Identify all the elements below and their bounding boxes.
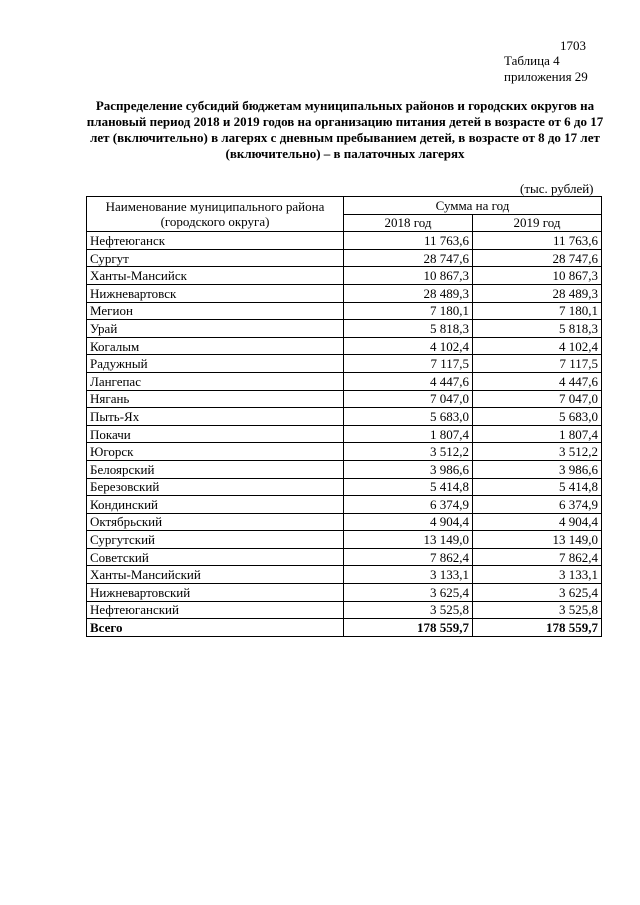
municipality-name-cell: Всего — [87, 619, 344, 637]
table-row — [87, 355, 602, 373]
municipality-name-cell: Радужный — [87, 355, 344, 373]
value-2019-cell: 7 862,4 — [473, 548, 602, 566]
value-2019-cell: 13 149,0 — [473, 531, 602, 549]
table-row — [87, 390, 602, 408]
municipality-name-cell: Кондинский — [87, 496, 344, 514]
value-2019-cell: 178 559,7 — [473, 619, 602, 637]
value-2018-cell: 13 149,0 — [344, 531, 473, 549]
value-2018-cell: 3 625,4 — [344, 584, 473, 602]
table-row — [87, 496, 602, 514]
value-2019-cell: 7 180,1 — [473, 302, 602, 320]
table-reference — [504, 53, 588, 85]
year-2018-header: 2018 год — [344, 214, 473, 232]
municipality-name-cell: Когалым — [87, 337, 344, 355]
table-row — [87, 513, 602, 531]
total-row — [87, 619, 602, 637]
value-2019-cell: 5 414,8 — [473, 478, 602, 496]
table-header-row — [87, 197, 602, 215]
value-2018-cell: 3 525,8 — [344, 601, 473, 619]
table-row — [87, 320, 602, 338]
value-2019-cell: 4 447,6 — [473, 372, 602, 390]
value-2018-cell: 3 512,2 — [344, 443, 473, 461]
table-row — [87, 531, 602, 549]
table-row — [87, 267, 602, 285]
table-row — [87, 548, 602, 566]
value-2018-cell: 11 763,6 — [344, 232, 473, 250]
value-2019-cell: 4 904,4 — [473, 513, 602, 531]
table-row — [87, 478, 602, 496]
value-2018-cell: 5 683,0 — [344, 408, 473, 426]
value-2019-cell: 1 807,4 — [473, 425, 602, 443]
table-row — [87, 249, 602, 267]
municipality-name-cell: Югорск — [87, 443, 344, 461]
municipality-header-line-1: Наименование муниципального района — [105, 199, 325, 215]
value-2019-cell: 7 117,5 — [473, 355, 602, 373]
table-row — [87, 460, 602, 478]
table-row — [87, 302, 602, 320]
sum-column-header: Сумма на год — [344, 197, 602, 215]
value-2019-cell: 5 818,3 — [473, 320, 602, 338]
table-row — [87, 284, 602, 302]
units-label: (тыс. рублей) — [520, 181, 594, 196]
value-2018-cell: 7 180,1 — [344, 302, 473, 320]
municipality-name-cell: Октябрьский — [87, 513, 344, 531]
table-row — [87, 584, 602, 602]
value-2018-cell: 6 374,9 — [344, 496, 473, 514]
value-2019-cell: 3 512,2 — [473, 443, 602, 461]
value-2019-cell: 4 102,4 — [473, 337, 602, 355]
municipality-name-cell: Пыть-Ях — [87, 408, 344, 426]
municipality-name-cell: Нижневартовск — [87, 284, 344, 302]
value-2018-cell: 10 867,3 — [344, 267, 473, 285]
value-2019-cell: 10 867,3 — [473, 267, 602, 285]
municipality-name-cell: Нижневартовский — [87, 584, 344, 602]
municipality-name-cell: Советский — [87, 548, 344, 566]
municipality-name-cell: Покачи — [87, 425, 344, 443]
value-2018-cell: 3 986,6 — [344, 460, 473, 478]
value-2019-cell: 3 525,8 — [473, 601, 602, 619]
value-2018-cell: 3 133,1 — [344, 566, 473, 584]
page-number: 1703 — [560, 38, 586, 53]
appendix-ref-label: приложения 29 — [504, 69, 588, 84]
table-row — [87, 232, 602, 250]
value-2018-cell: 178 559,7 — [344, 619, 473, 637]
value-2019-cell: 11 763,6 — [473, 232, 602, 250]
value-2018-cell: 28 489,3 — [344, 284, 473, 302]
table-ref-label: Таблица 4 — [504, 53, 560, 68]
municipality-name-cell: Нефтеюганский — [87, 601, 344, 619]
value-2018-cell: 7 117,5 — [344, 355, 473, 373]
table-body — [87, 232, 602, 637]
value-2018-cell: 28 747,6 — [344, 249, 473, 267]
value-2018-cell: 7 047,0 — [344, 390, 473, 408]
value-2019-cell: 6 374,9 — [473, 496, 602, 514]
municipality-name-cell: Белоярский — [87, 460, 344, 478]
municipality-name-cell: Нягань — [87, 390, 344, 408]
value-2019-cell: 3 986,6 — [473, 460, 602, 478]
municipality-name-cell: Сургут — [87, 249, 344, 267]
year-2019-header: 2019 год — [473, 214, 602, 232]
value-2018-cell: 5 818,3 — [344, 320, 473, 338]
municipality-name-cell: Березовский — [87, 478, 344, 496]
value-2019-cell: 3 133,1 — [473, 566, 602, 584]
value-2018-cell: 1 807,4 — [344, 425, 473, 443]
table-row — [87, 337, 602, 355]
value-2018-cell: 4 904,4 — [344, 513, 473, 531]
value-2018-cell: 4 102,4 — [344, 337, 473, 355]
table-row — [87, 408, 602, 426]
municipality-header-line-2: (городского округа) — [160, 214, 270, 230]
value-2019-cell: 3 625,4 — [473, 584, 602, 602]
table-row — [87, 443, 602, 461]
value-2019-cell: 28 489,3 — [473, 284, 602, 302]
municipality-name-cell: Сургутский — [87, 531, 344, 549]
municipality-name-cell: Ханты-Мансийск — [87, 267, 344, 285]
subsidy-table — [86, 196, 602, 637]
value-2019-cell: 5 683,0 — [473, 408, 602, 426]
value-2019-cell: 7 047,0 — [473, 390, 602, 408]
value-2019-cell: 28 747,6 — [473, 249, 602, 267]
document-title: Распределение субсидий бюджетам муниципальных районов и городских округов на плановый период 2018 и 2019 годов на организацию питания детей в возрасте от 6 до 17 лет (включительно) в лагерях с дневным пребыванием детей, в возрасте от 8 до 17 лет (включительно) – в палаточных лагерях — [86, 98, 604, 161]
municipality-name-cell: Нефтеюганск — [87, 232, 344, 250]
municipality-column-header — [87, 197, 344, 232]
municipality-name-cell: Мегион — [87, 302, 344, 320]
table-row — [87, 372, 602, 390]
value-2018-cell: 4 447,6 — [344, 372, 473, 390]
value-2018-cell: 5 414,8 — [344, 478, 473, 496]
value-2018-cell: 7 862,4 — [344, 548, 473, 566]
table-row — [87, 425, 602, 443]
table-row — [87, 566, 602, 584]
municipality-name-cell: Ханты-Мансийский — [87, 566, 344, 584]
municipality-name-cell: Лангепас — [87, 372, 344, 390]
table-row — [87, 601, 602, 619]
municipality-name-cell: Урай — [87, 320, 344, 338]
